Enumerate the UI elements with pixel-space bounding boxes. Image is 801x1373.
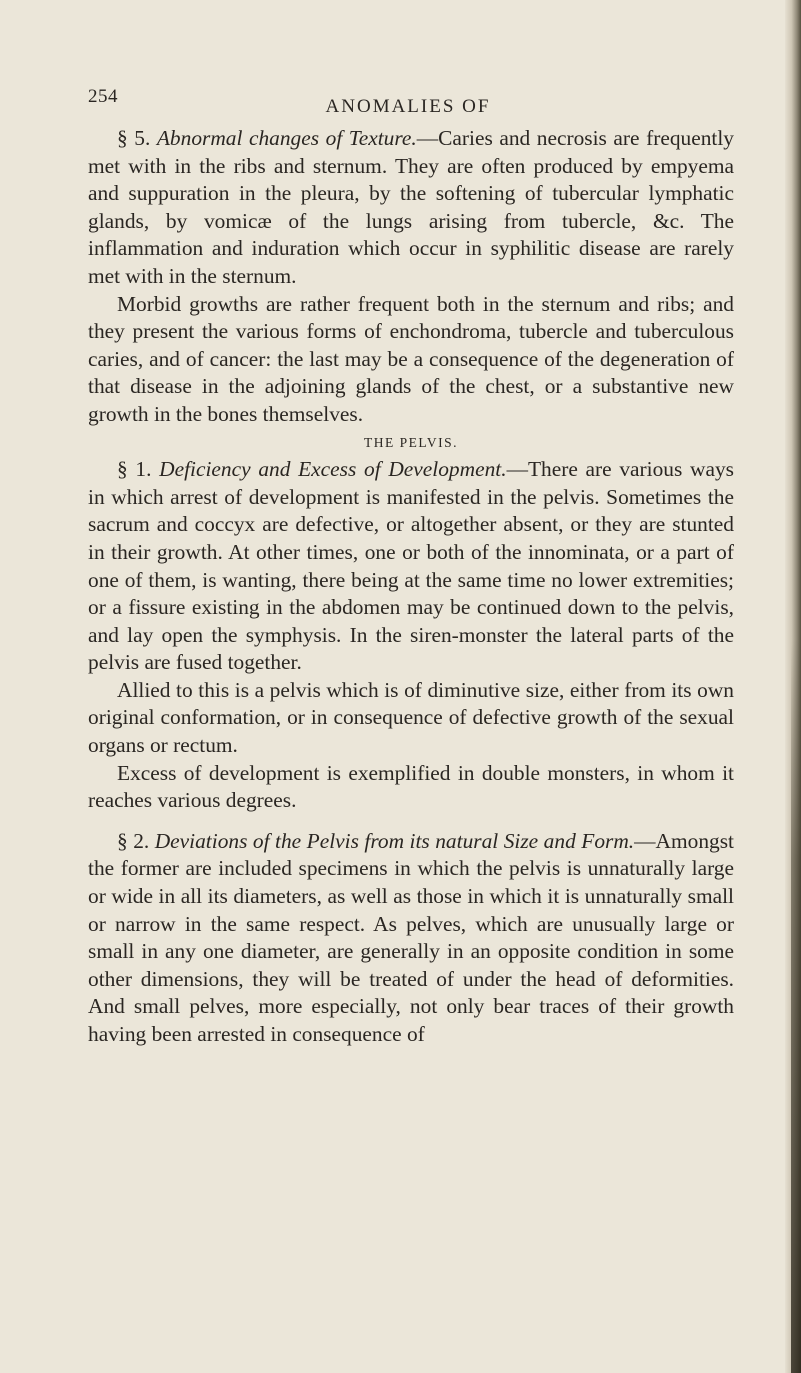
allied-paragraph: Allied to this is a pelvis which is of diminutive size, either from its own original conformation, or in consequence of defective growth of the sexual organs or rectum. [88,677,734,758]
section-title: Deficiency and Excess of Development. [159,457,507,482]
section-number: § 2. [117,828,150,853]
running-head: ANOMALIES OF [325,96,491,117]
section-body: —Amongst the former are included specimens in which the pelvis is unnaturally large or wide in all its diameters, as well as those in which it is unnaturally small or narrow in the same respect. As pelves, which are unusually large or small in any one diameter, are generally in an opposite condition in some other dimensions, they will be treated of under the head of deformities. And small pelves, more especially, not only bear traces of their growth having been arrested in consequence of [88,828,734,1046]
section-body: —Caries and necrosis are frequently met with in the ribs and sternum. They are often produced by empyema and suppuration in the pleura, by the softening of tubercular lymphatic glands, by vomicæ of the lungs arising from tubercle, &c. The inflammation and induration which occur in syphilitic disease are rarely met with in the sternum. [88,126,734,288]
section-title: Abnormal changes of Texture. [156,126,417,150]
body-text [88,125,734,1049]
section-number: § 5. [117,126,151,150]
section-2-paragraph [88,828,734,1049]
section-5-paragraph [88,125,734,291]
section-body: —There are various ways in which arrest of development is manifested in the pelvis. Sometimes the sacrum and coccyx are defective, or altogether absent, or they are stunted in their growth. At other times, one or both of the innominata, or a part of one of them, is wanting, there being at the same time no lower extremities; or a fissure existing in the abdomen may be continued down to the pelvis, and lay open the symphysis. In the siren-monster the lateral parts of the pelvis are fused together. [88,457,734,675]
page-header [88,86,728,118]
excess-paragraph: Excess of development is exemplified in double monsters, in whom it reaches various degrees. [88,760,734,813]
page-number: 254 [88,86,118,107]
section-number: § 1. [117,457,152,482]
pelvis-heading: THE PELVIS. [363,434,458,450]
morbid-growths-paragraph: Morbid growths are rather frequent both in the sternum and ribs; and they present the various forms of enchondroma, tubercle and tuberculous caries, and of cancer: the last may be a consequence of the degeneration of that disease in the adjoining glands of the chest, or a substantive new growth in the bones themselves. [88,291,734,426]
page-edge-dark [791,640,801,1373]
section-title: Deviations of the Pelvis from its natural Size and Form. [154,828,635,853]
section-1-paragraph [88,456,734,677]
